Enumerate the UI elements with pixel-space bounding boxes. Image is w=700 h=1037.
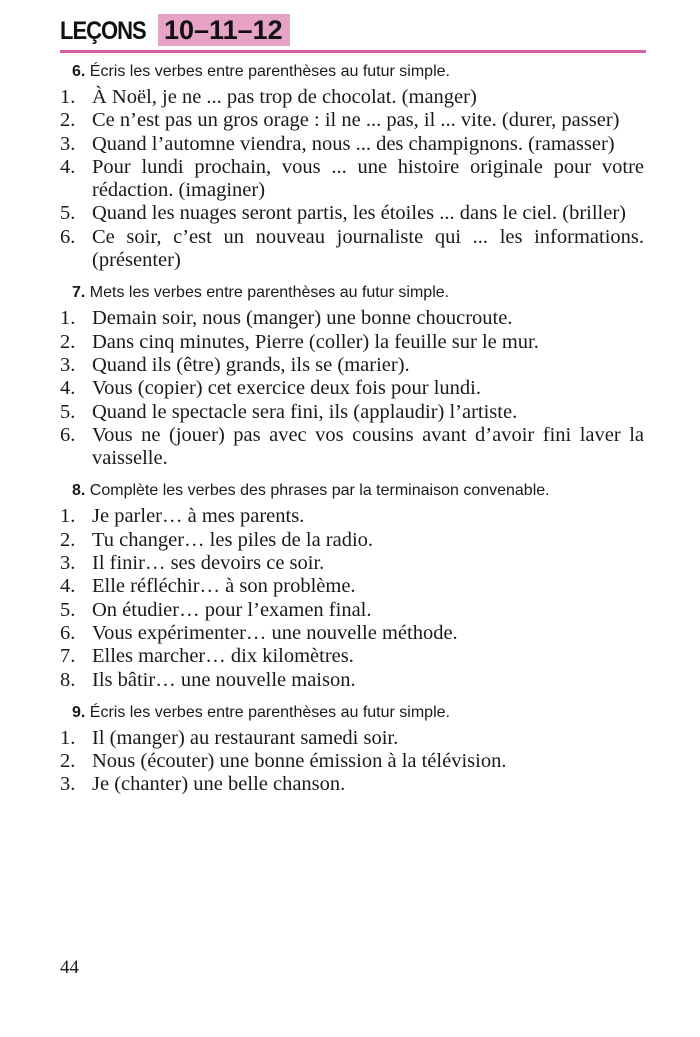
- exercise-item: [60, 727, 644, 750]
- item-number: 5.: [60, 400, 76, 423]
- exercise-item: [60, 599, 644, 622]
- exercise-item: [60, 354, 644, 377]
- item-number: 6.: [60, 423, 76, 446]
- item-text: Vous expérimenter… une nouvelle méthode.: [92, 621, 458, 644]
- item-number: 4.: [60, 377, 76, 400]
- item-number: 3.: [60, 132, 76, 155]
- exercise-item: [60, 226, 644, 273]
- lesson-range-badge: [158, 14, 290, 46]
- instruction-text: Écris les verbes entre parenthèses au futur simple.: [89, 703, 450, 721]
- exercise-item: [60, 622, 644, 645]
- item-text: Elles marcher… dix kilomètres.: [92, 645, 354, 668]
- exercise-number: 6.: [72, 63, 86, 80]
- item-number: 4.: [60, 575, 76, 598]
- item-text: Quand les nuages seront partis, les étoiles ... dans le ciel. (briller): [92, 202, 626, 225]
- exercise-instruction: [72, 283, 644, 303]
- header-divider: [60, 50, 646, 53]
- exercise-number: 8.: [72, 482, 86, 500]
- exercise-instruction: [72, 703, 644, 723]
- page-header: [60, 14, 650, 48]
- item-number: 8.: [60, 668, 76, 691]
- exercise-item: [60, 505, 644, 528]
- exercise-item: [60, 575, 644, 598]
- exercise-number: 9.: [72, 703, 86, 721]
- item-text: Je parler… à mes parents.: [92, 505, 305, 528]
- exercise-7: [60, 283, 644, 470]
- exercise-item: [60, 377, 644, 400]
- item-text: Quand l’automne viendra, nous ... des champignons. (ramasser): [92, 132, 615, 155]
- item-number: 1.: [60, 86, 76, 108]
- item-text: Nous (écouter) une bonne émission à la télévision.: [92, 750, 507, 773]
- exercise-item: [60, 669, 644, 692]
- lecons-label: LEÇONS: [60, 16, 146, 45]
- exercise-items: [60, 307, 644, 470]
- item-text: Dans cinq minutes, Pierre (coller) la feuille sur le mur.: [92, 330, 539, 353]
- item-text: Ce n’est pas un gros orage : il ne ... pas, il ... vite. (durer, passer): [92, 109, 620, 132]
- item-text: Ce soir, c’est un nouveau journaliste qui ... les informations. (présenter): [92, 225, 644, 272]
- item-number: 3.: [60, 552, 76, 575]
- exercise-item: [60, 645, 644, 668]
- item-text: Quand ils (être) grands, ils se (marier).: [92, 353, 410, 376]
- exercise-item: [60, 202, 644, 225]
- exercise-item: [60, 401, 644, 424]
- item-number: 5.: [60, 202, 76, 225]
- item-number: 3.: [60, 353, 76, 376]
- page-number: 44: [60, 957, 79, 978]
- exercise-item: [60, 156, 644, 203]
- exercise-items: [60, 86, 644, 272]
- exercise-item: [60, 307, 644, 330]
- item-text: On étudier… pour l’examen final.: [92, 598, 372, 621]
- item-text: À Noël, je ne ... pas trop de chocolat. (manger): [92, 86, 477, 108]
- exercise-item: [60, 529, 644, 552]
- exercise-item: [60, 773, 644, 796]
- item-number: 2.: [60, 750, 76, 773]
- item-number: 2.: [60, 330, 76, 353]
- item-number: 2.: [60, 528, 76, 551]
- item-number: 5.: [60, 598, 76, 621]
- instruction-text: Complète les verbes des phrases par la terminaison convenable.: [89, 482, 550, 500]
- item-text: Vous ne (jouer) pas avec vos cousins avant d’avoir fini laver la vaisselle.: [92, 423, 644, 470]
- item-text: Quand le spectacle sera fini, ils (applaudir) l’artiste.: [92, 400, 518, 423]
- item-text: Ils bâtir… une nouvelle maison.: [92, 668, 356, 691]
- item-text: Demain soir, nous (manger) une bonne choucroute.: [92, 307, 513, 330]
- exercise-instruction: [72, 481, 644, 501]
- lesson-range-text: 10–11–12: [164, 15, 283, 45]
- exercise-item: [60, 109, 644, 132]
- exercise-items: [60, 505, 644, 691]
- item-number: 1.: [60, 307, 76, 330]
- item-number: 2.: [60, 109, 76, 132]
- item-number: 6.: [60, 225, 76, 248]
- exercise-item: [60, 331, 644, 354]
- item-text: Il finir… ses devoirs ce soir.: [92, 552, 325, 575]
- item-text: Vous (copier) cet exercice deux fois pour lundi.: [92, 377, 481, 400]
- item-text: Je (chanter) une belle chanson.: [92, 773, 346, 796]
- exercise-item: [60, 424, 644, 471]
- exercise-9: [60, 703, 644, 797]
- item-number: 4.: [60, 155, 76, 178]
- item-text: Elle réfléchir… à son problème.: [92, 575, 356, 598]
- exercise-number: 7.: [72, 284, 86, 302]
- exercise-list: [60, 62, 644, 808]
- exercise-item: [60, 552, 644, 575]
- exercise-item: [60, 133, 644, 156]
- exercise-instruction: [72, 62, 644, 82]
- item-text: Il (manger) au restaurant samedi soir.: [92, 726, 399, 749]
- exercise-8: [60, 481, 644, 691]
- item-number: 1.: [60, 505, 76, 528]
- item-number: 3.: [60, 773, 76, 796]
- item-number: 7.: [60, 645, 76, 668]
- exercise-6: [60, 62, 644, 272]
- exercise-item: [60, 86, 644, 109]
- instruction-text: Mets les verbes entre parenthèses au futur simple.: [89, 284, 450, 302]
- item-number: 1.: [60, 726, 76, 749]
- exercise-items: [60, 727, 644, 797]
- item-number: 6.: [60, 621, 76, 644]
- item-text: Pour lundi prochain, vous ... une histoire originale pour votre rédaction. (imaginer): [92, 155, 644, 202]
- item-text: Tu changer… les piles de la radio.: [92, 528, 374, 551]
- instruction-text: Écris les verbes entre parenthèses au futur simple.: [89, 63, 450, 80]
- exercise-item: [60, 750, 644, 773]
